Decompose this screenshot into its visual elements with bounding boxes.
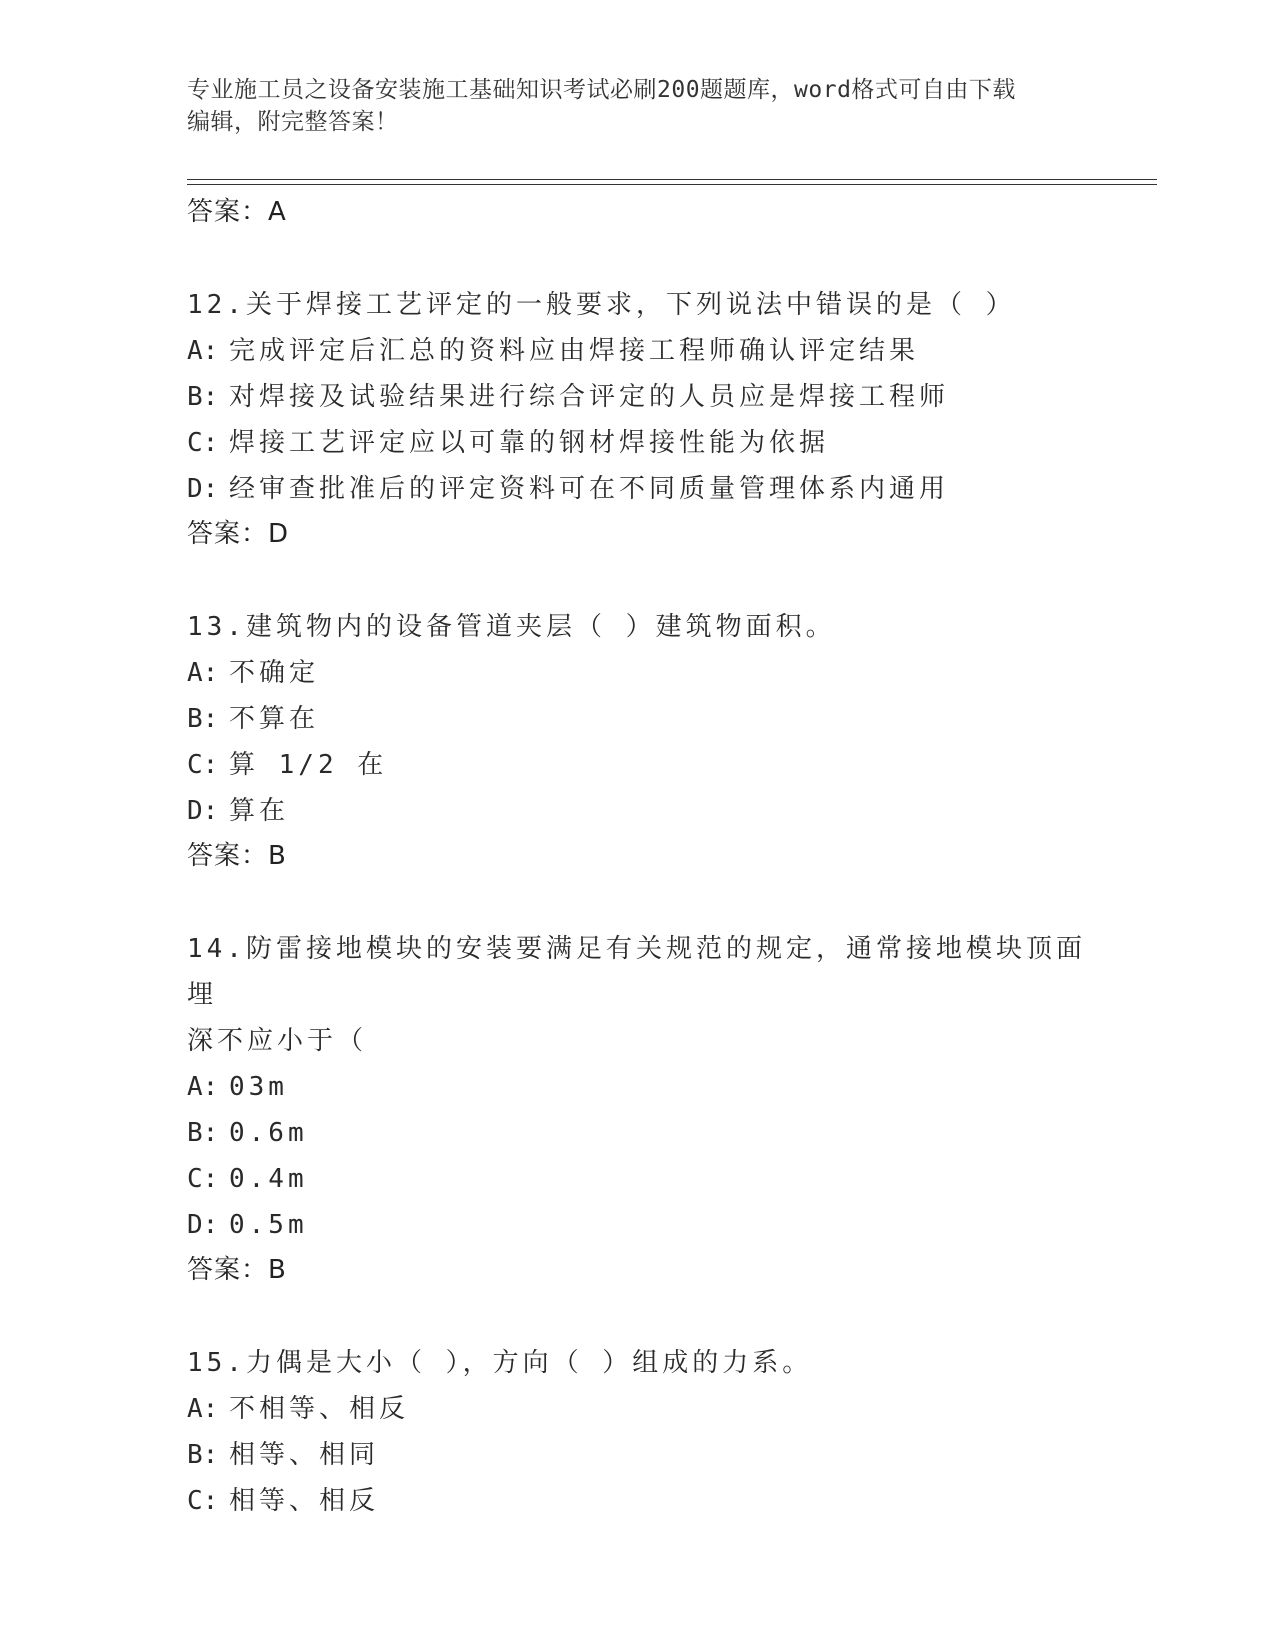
question-text: 14.防雷接地模块的安装要满足有关规范的规定，通常接地模块顶面埋 [187,934,1086,1010]
option-letter: C: [187,1486,219,1516]
option-a [187,328,1087,374]
question-block-13 [187,604,1087,878]
option-c [187,1478,1087,1524]
option-text: 相等、相反 [229,1486,380,1516]
option-text: 相等、相同 [229,1440,380,1470]
option-text: 对焊接及试验结果进行综合评定的人员应是焊接工程师 [229,382,950,412]
option-text: 不相等、相反 [229,1394,410,1424]
option-text: 0.5m [229,1210,308,1240]
option-letter: B: [187,704,219,734]
option-letter: C: [187,1164,219,1194]
option-d [187,788,1087,834]
option-letter: A: [187,1072,219,1102]
option-d [187,1202,1087,1248]
option-b [187,696,1087,742]
spacer [187,1292,1087,1340]
answer-line: 答案：B [187,841,287,871]
option-letter: A: [187,336,219,366]
option-letter: B: [187,382,219,412]
option-a [187,1064,1087,1110]
option-text: 经审查批准后的评定资料可在不同质量管理体系内通用 [229,474,950,504]
document-header [187,74,1067,138]
option-text: 不算在 [229,704,320,734]
option-letter: C: [187,428,219,458]
question-block-14 [187,926,1087,1292]
option-letter: C: [187,750,219,780]
header-divider-bottom [187,184,1157,185]
option-text: 算在 [229,796,290,826]
option-a [187,650,1087,696]
option-text: 算 1/2 在 [229,750,388,780]
answer-line: 答案：B [187,1255,287,1285]
question-list [187,190,1087,1524]
header-title-line-1: 专业施工员之设备安装施工基础知识考试必刷200题题库，word格式可自由下载 [187,77,1016,103]
previous-answer: 答案：A [187,197,287,227]
option-c [187,742,1087,788]
option-letter: D: [187,796,219,826]
option-letter: A: [187,658,219,688]
option-b [187,374,1087,420]
option-letter: A: [187,1394,219,1424]
option-b [187,1432,1087,1478]
option-text: 焊接工艺评定应以可靠的钢材焊接性能为依据 [229,428,830,458]
option-text: 03m [229,1072,288,1102]
option-text: 完成评定后汇总的资料应由焊接工程师确认评定结果 [229,336,920,366]
question-block-12 [187,282,1087,556]
question-text: 12.关于焊接工艺评定的一般要求，下列说法中错误的是（ ） [187,290,1016,320]
option-text: 0.6m [229,1118,308,1148]
spacer [187,556,1087,604]
answer-line: 答案：D [187,519,290,549]
header-divider-top [187,179,1157,180]
option-b [187,1110,1087,1156]
option-d [187,466,1087,512]
spacer [187,234,1087,282]
option-letter: B: [187,1440,219,1470]
question-block-15 [187,1340,1087,1524]
question-text-continued: 深不应小于（ [187,1026,368,1056]
option-letter: B: [187,1118,219,1148]
option-letter: D: [187,1210,219,1240]
option-c [187,1156,1087,1202]
option-letter: D: [187,474,219,504]
question-text: 13.建筑物内的设备管道夹层（ ）建筑物面积。 [187,612,836,642]
spacer [187,878,1087,926]
option-c [187,420,1087,466]
option-text: 不确定 [229,658,320,688]
option-text: 0.4m [229,1164,308,1194]
option-a [187,1386,1087,1432]
question-text: 15.力偶是大小（ ），方向（ ）组成的力系。 [187,1348,813,1378]
header-title-line-2: 编辑，附完整答案！ [187,109,399,135]
